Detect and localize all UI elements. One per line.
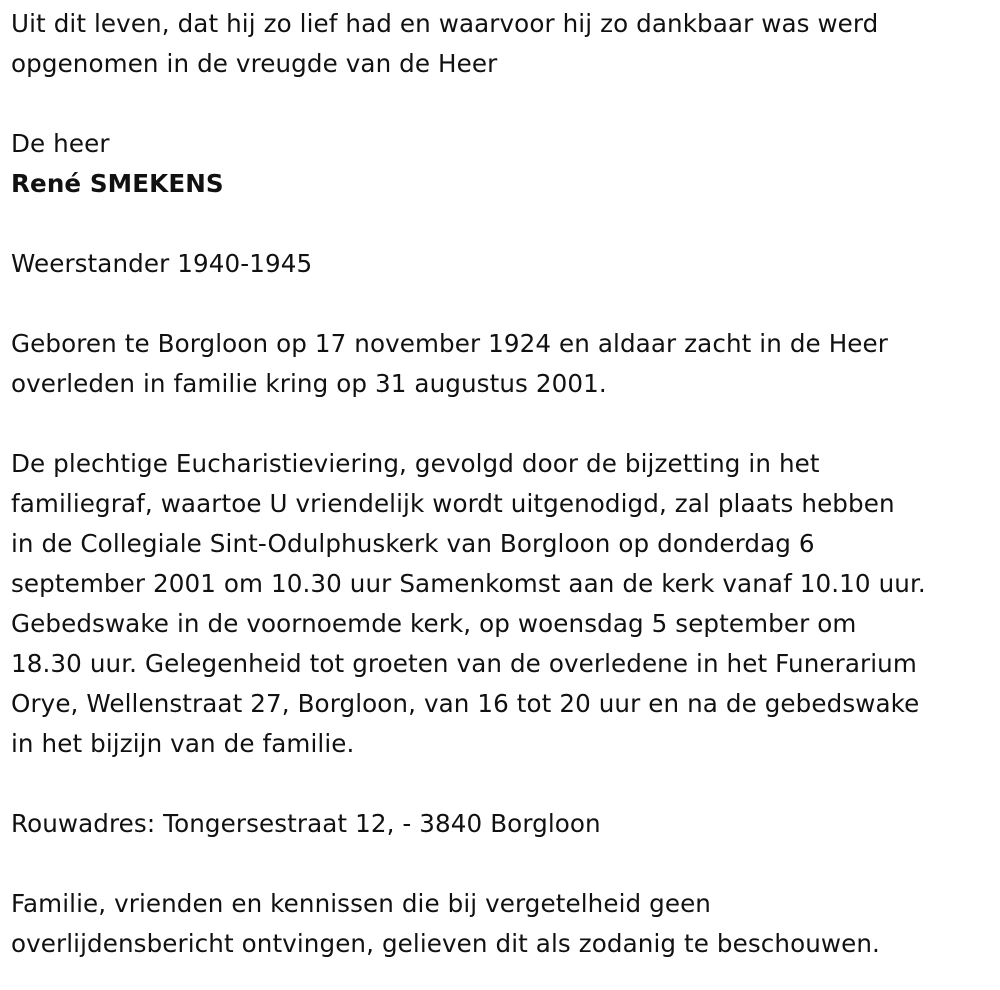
birth-death-line: Geboren te Borgloon op 17 november 1924 en aldaar zacht in de Heer — [11, 329, 888, 358]
closing-paragraph — [11, 884, 991, 964]
deceased-name: René SMEKENS — [11, 169, 224, 198]
closing-line: Familie, vrienden en kennissen die bij vergetelheid geen — [11, 889, 711, 918]
intro-line: opgenomen in de vreugde van de Heer — [11, 49, 498, 78]
ceremony-line: Orye, Wellenstraat 27, Borgloon, van 16 tot 20 uur en na de gebedswake — [11, 689, 920, 718]
closing-line: overlijdensbericht ontvingen, gelieven dit als zodanig te beschouwen. — [11, 929, 880, 958]
salutation: De heer — [11, 129, 110, 158]
ceremony-line: in het bijzijn van de familie. — [11, 729, 355, 758]
birth-death-paragraph — [11, 324, 991, 404]
ceremony-line: De plechtige Eucharistieviering, gevolgd door de bijzetting in het — [11, 449, 820, 478]
ceremony-line: Gebedswake in de voornoemde kerk, op woensdag 5 september om — [11, 609, 857, 638]
mourning-address: Rouwadres: Tongersestraat 12, - 3840 Borgloon — [11, 809, 601, 838]
intro-line: Uit dit leven, dat hij zo lief had en waarvoor hij zo dankbaar was werd — [11, 9, 879, 38]
ceremony-line: in de Collegiale Sint-Odulphuskerk van Borgloon op donderdag 6 — [11, 529, 815, 558]
ceremony-line: september 2001 om 10.30 uur Samenkomst aan de kerk vanaf 10.10 uur. — [11, 569, 926, 598]
honorific-title: Weerstander 1940-1945 — [11, 249, 313, 278]
ceremony-line: 18.30 uur. Gelegenheid tot groeten van de overledene in het Funerarium — [11, 649, 917, 678]
ceremony-paragraph — [11, 444, 991, 764]
intro-paragraph — [11, 4, 991, 84]
death-notice — [11, 4, 991, 964]
birth-death-line: overleden in familie kring op 31 augustus 2001. — [11, 369, 607, 398]
ceremony-line: familiegraf, waartoe U vriendelijk wordt uitgenodigd, zal plaats hebben — [11, 489, 895, 518]
